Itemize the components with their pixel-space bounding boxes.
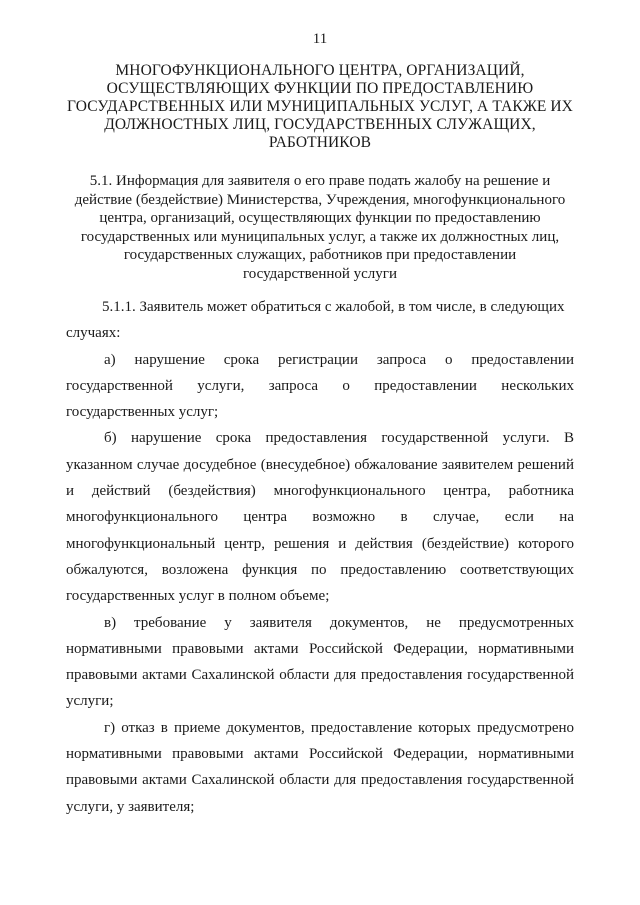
- subheading-line: 5.1. Информация для заявителя о его праве подать жалобу на решение и: [89, 173, 551, 189]
- paragraph-5-1-1: 5.1.1. Заявитель может обратиться с жалобой, в том числе, в следующих: [102, 299, 565, 315]
- heading-line: ОСУЩЕСТВЛЯЮЩИХ ФУНКЦИИ ПО ПРЕДОСТАВЛЕНИЮ: [106, 80, 534, 97]
- paragraph-item-v: в) требование у заявителя документов, не предусмотренных нормативными правовыми актами Российской Федерации, нормативными правовыми актами Сахалинской области для предоставления государственной услуги;: [66, 614, 574, 710]
- subheading-line: государственной услуги: [243, 265, 397, 282]
- section-heading: [55, 62, 585, 152]
- heading-line: ДОЛЖНОСТНЫХ ЛИЦ, ГОСУДАРСТВЕННЫХ СЛУЖАЩИХ,: [104, 116, 536, 133]
- subheading-line: государственных служащих, работников при предоставлении: [123, 247, 517, 263]
- page-number: 11: [312, 31, 328, 47]
- paragraph-item-a: а) нарушение срока регистрации запроса о предоставлении государственной услуги, запроса о предоставлении нескольких государственных услуг;: [66, 351, 574, 421]
- subheading-line: государственных или муниципальных услуг, а также их должностных лиц,: [80, 228, 560, 245]
- heading-line: ГОСУДАРСТВЕННЫХ ИЛИ МУНИЦИПАЛЬНЫХ УСЛУГ, А ТАКЖЕ ИХ: [67, 98, 573, 115]
- heading-line: МНОГОФУНКЦИОНАЛЬНОГО ЦЕНТРА, ОРГАНИЗАЦИЙ,: [115, 62, 525, 79]
- paragraph-item-b: б) нарушение срока предоставления государственной услуги. В указанном случае досудебное (внесудебное) обжалование заявителем решений и действий (бездействия) многофункционального центра, работника многофункционального центра возможно в случае, если на многофункциональный центр, решения и действия (бездействие) которого обжалуются, возложена функция по предоставлению соответствующих государственных услуг в полном объеме;: [66, 430, 574, 605]
- subheading-line: действие (бездействие) Министерства, Учреждения, многофункционального: [74, 191, 566, 208]
- heading-line: РАБОТНИКОВ: [268, 134, 372, 151]
- paragraph-cases-label: случаях:: [66, 325, 121, 342]
- body-text: [66, 294, 574, 820]
- subsection-heading: [62, 172, 578, 283]
- subheading-line: центра, организаций, осуществляющих функции по предоставлению: [99, 210, 541, 226]
- paragraph-item-g: г) отказ в приеме документов, предоставление которых предусмотрено нормативными правовыми актами Российской Федерации, нормативными правовыми актами Сахалинской области для предоставления государственной услуги, у заявителя;: [66, 719, 574, 815]
